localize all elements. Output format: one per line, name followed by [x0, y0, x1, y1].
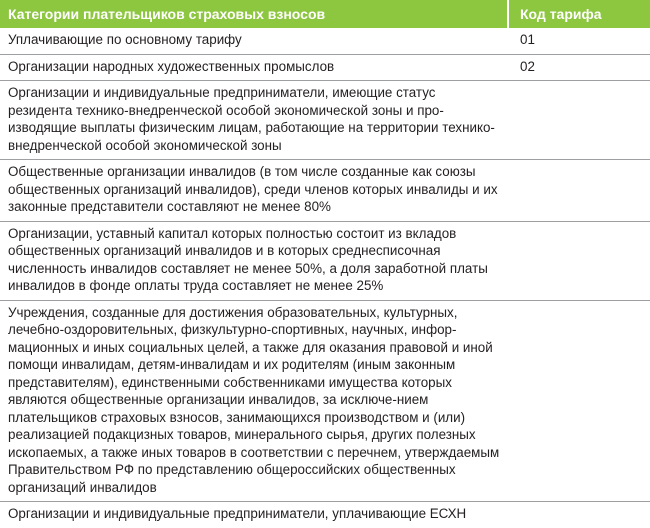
- row-code: 02: [520, 58, 535, 74]
- table-row: [0, 502, 650, 528]
- table-row: [0, 55, 650, 82]
- table-row: [0, 160, 650, 222]
- header-category: Категории плательщиков страховых взносов: [0, 0, 509, 28]
- row-category: Уплачивающие по основному тарифу: [8, 32, 242, 47]
- table-row: [0, 28, 650, 55]
- row-category: Организации и индивидуальные предприниматели, уплачивающие ЕСХН: [8, 506, 467, 521]
- row-code: [509, 160, 650, 221]
- row-code: [509, 502, 650, 528]
- row-code: [509, 301, 650, 502]
- table-row: [0, 301, 650, 503]
- row-category: Организации народных художественных промыслов: [8, 58, 335, 74]
- row-code: [509, 222, 650, 300]
- table-row: [0, 222, 650, 301]
- row-category: Учреждения, созданные для достижения образовательных, культурных, лечебно-оздоровительных, физкультурно-спортивных, научных, инфор-мационных и иных социальных целей, а также для оказания правовой и иной помощи инвалидам, детям-инвалидам и их родителям (иным законным представителям), единственными собственниками имущества которых являются общественные организации инвалидов, за исключе-нием плательщиков страховых взносов, занимающихся производством и (или) реализацией подакцизных товаров, минерального сырья, других полезных ископаемых, а также иных товаров в соответствии с перечнем, утверждаемым Правительством РФ по представлению общероссийских общественных организаций инвалидов: [8, 304, 500, 495]
- row-code: [509, 81, 650, 159]
- row-category: Организации, уставный капитал которых полностью состоит из вкладов общественных организаций инвалидов и в которых среднесписочная численность инвалидов составляет не менее 50%, а доля заработной платы инвалидов в фонде оплаты труда составляет не менее 25%: [8, 225, 488, 293]
- header-code: Код тарифа: [520, 6, 602, 22]
- row-category: Общественные организации инвалидов (в том числе созданные как союзы общественных организаций инвалидов), среди членов которых инвалиды и их законные представители составляют не менее 80%: [8, 164, 498, 214]
- table-header: [0, 0, 650, 28]
- row-category: Организации и индивидуальные предприниматели, имеющие статус резидента технико-внедренческой особой экономической зоны и про-изводящие выплаты физическим лицам, работающие на территории технико-внедренческой особой экономической зоны: [8, 85, 495, 153]
- table-row: [0, 81, 650, 160]
- row-code: 01: [520, 32, 535, 47]
